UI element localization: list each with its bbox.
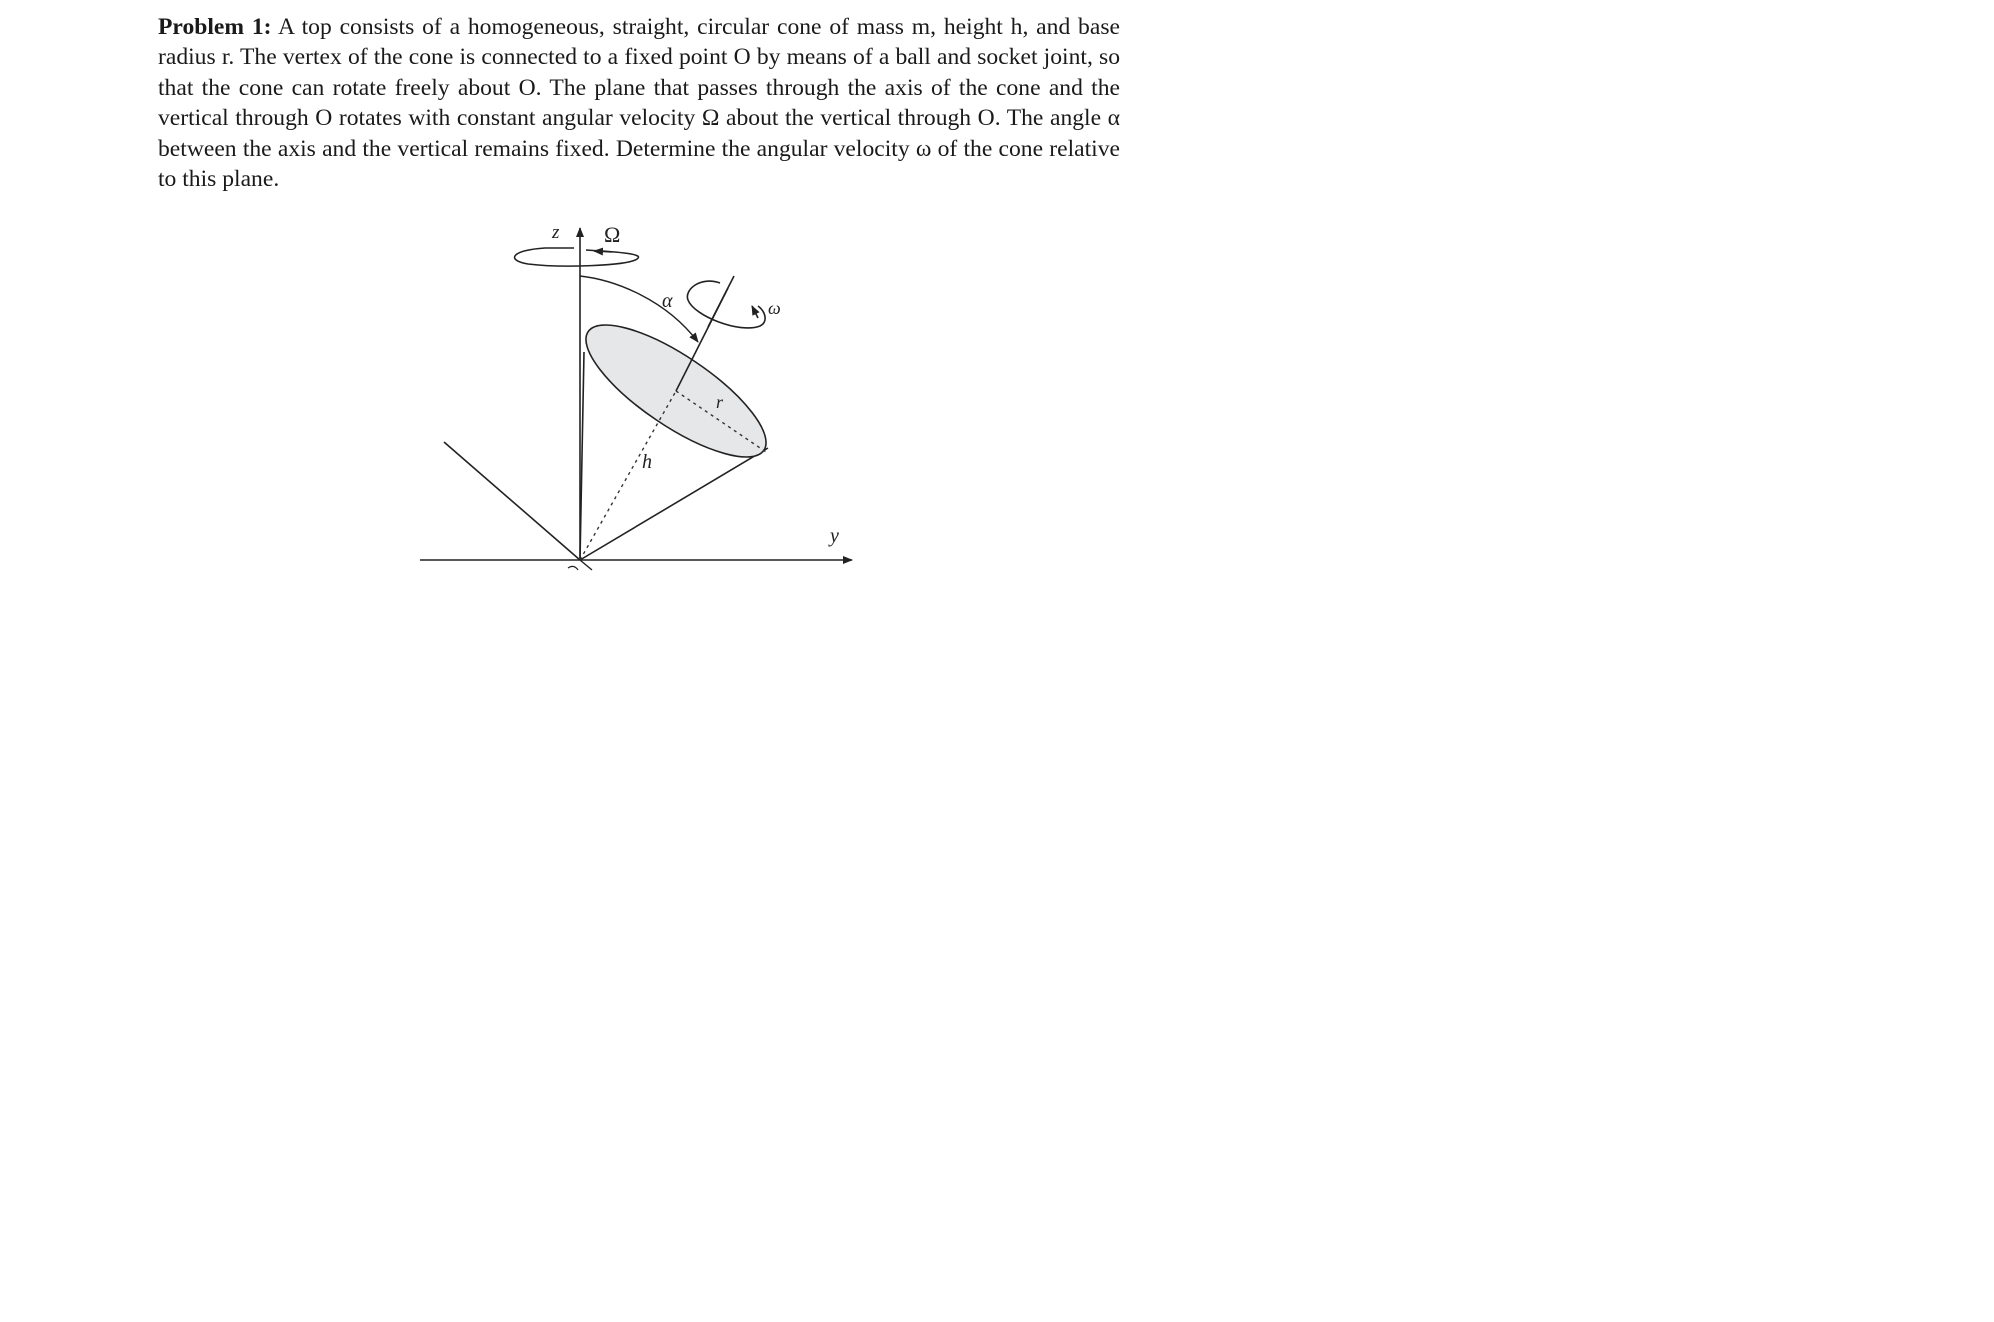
omega-label: ω: [768, 298, 781, 318]
y-axis-label: y: [830, 525, 839, 547]
alpha-label: α: [662, 290, 673, 312]
omega-rotation-loop: [515, 248, 639, 266]
origin-mark: [568, 566, 578, 570]
problem-text: A top consists of a homogeneous, straight, circular cone of mass m, height h, and base radius r. The vertex of the cone is connected to a fixed point O by means of a ball and socket joint, so that the cone can rotate freely about O. The plane that passes through the axis of the cone and the vertical through O rotates with constant angular velocity Ω about the vertical through O. The angle α between the axis and the vertical remains fixed. Determine the angular velocity ω of the cone relative to this plane.: [158, 14, 1120, 193]
r-label: r: [716, 392, 724, 412]
problem-statement: [158, 12, 1120, 194]
problem-label: Problem 1:: [158, 14, 272, 40]
spin-rotation-loop: [687, 281, 765, 328]
spin-rotation-arrow: [752, 306, 758, 318]
h-label: h: [642, 451, 652, 473]
omega-capital-label: Ω: [604, 222, 621, 247]
x-axis-tail: [580, 560, 592, 570]
cone-generator-right: [580, 448, 768, 560]
z-axis-label: z: [552, 222, 560, 243]
omega-rotation-arrow: [594, 251, 612, 252]
x-axis-line: [444, 442, 580, 560]
cone-top-diagram: [400, 210, 880, 580]
